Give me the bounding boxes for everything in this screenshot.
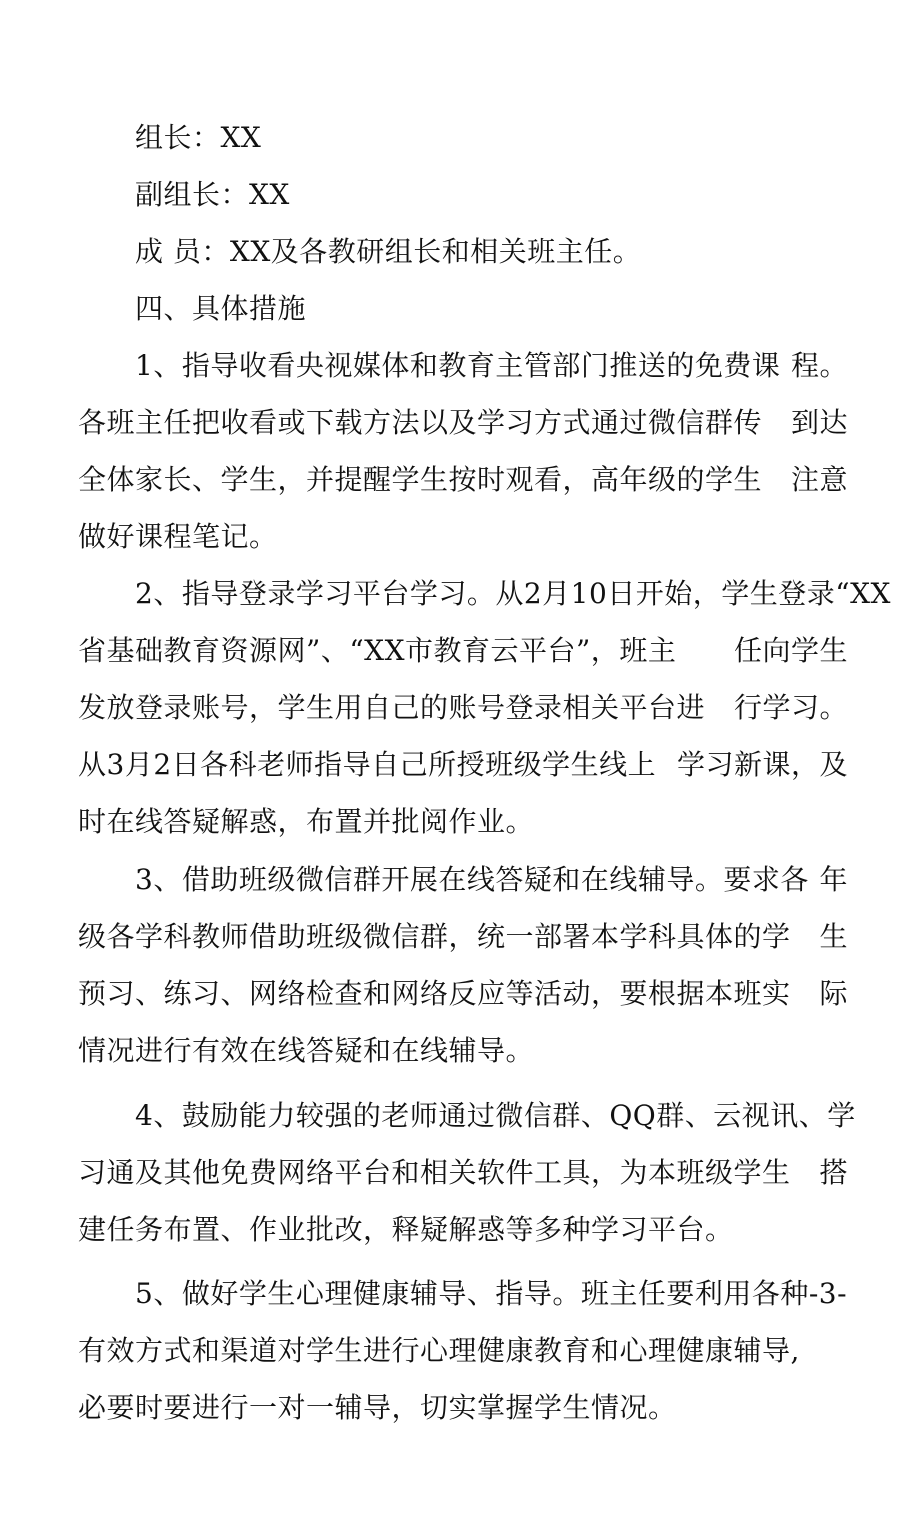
paragraph-2-line-3 (78, 688, 848, 728)
text-span: 成 员：XX及各教研组长和相关班主任。 (135, 235, 642, 268)
text-span: 生 (819, 920, 848, 953)
paragraph-3-line-1 (135, 860, 848, 900)
text-span: 1、指导收看央视媒体和教育主管部门推送的免费课 (135, 349, 781, 382)
paragraph-1-line-4 (78, 517, 848, 557)
text-span: 4、鼓励能力较强的老师通过微信群、QQ群、云视讯、 (135, 1099, 828, 1132)
text-span: 必要时要进行一对一辅导，切实掌握学生情况。 (78, 1391, 677, 1424)
text-span: 程。 (790, 349, 848, 382)
paragraph-5-line-1 (135, 1274, 848, 1314)
text-line-group-leader (135, 118, 848, 158)
text-span: 年 (819, 863, 848, 896)
text-span: 情况进行有效在线答疑和在线辅导。 (78, 1034, 535, 1067)
text-span: 际 (819, 977, 848, 1010)
text-span: 副组长：XX (135, 178, 290, 211)
text-span: 2、指导登录学习平台学习。从2月10日开始，学生登 (135, 577, 807, 610)
paragraph-3-line-3 (78, 974, 848, 1014)
text-span: 3、借助班级微信群开展在线答疑和在线辅导。要求各 (135, 863, 809, 896)
paragraph-3-line-2 (78, 917, 848, 957)
text-span: 有效方式和渠道对学生进行心理健康教育和心理健康辅导, (78, 1334, 800, 1367)
text-span: 建任务布置、作业批改，释疑解惑等多种学习平台。 (78, 1213, 734, 1246)
paragraph-5-line-2 (78, 1331, 848, 1371)
text-span: 任向学生 (733, 634, 848, 667)
paragraph-1-line-1 (135, 346, 848, 386)
paragraph-1-line-2 (78, 403, 848, 443)
paragraph-2-line-5 (78, 802, 848, 842)
text-span: 行学习。 (733, 691, 848, 724)
text-span: 各班主任把收看或下载方法以及学习方式通过微信群传 (78, 406, 763, 439)
text-span: 级各学科教师借助班级微信群，统一部署本学科具体的学 (78, 920, 791, 953)
text-line-deputy-leader (135, 175, 848, 215)
text-span: 到达 (790, 406, 848, 439)
text-span: 省基础教育资源网”、“XX市教育云平台”，班主 (78, 634, 677, 667)
text-span: 注意 (790, 463, 848, 496)
text-span: 学习新课，及 (676, 748, 848, 781)
paragraph-4-line-2 (78, 1153, 848, 1193)
text-span: 习通及其他免费网络平台和相关软件工具，为本班级学生 (78, 1156, 791, 1189)
paragraph-2-line-1 (135, 574, 891, 614)
paragraph-5-line-3 (78, 1388, 848, 1428)
paragraph-2-line-4 (78, 745, 848, 785)
text-span: 5、做好学生心理健康辅导、指导。班主任要利用各种-3- (135, 1277, 848, 1310)
text-span: 学 (827, 1099, 856, 1132)
text-span: 录“XX (806, 577, 891, 610)
paragraph-4-line-1 (135, 1096, 856, 1136)
text-span: 做好课程笔记。 (78, 520, 278, 553)
paragraph-4-line-3 (78, 1210, 848, 1250)
paragraph-1-line-3 (78, 460, 848, 500)
text-span: 预习、练习、网络检查和网络反应等活动，要根据本班实 (78, 977, 791, 1010)
paragraph-3-line-4 (78, 1031, 848, 1071)
text-span: 时在线答疑解惑，布置并批阅作业。 (78, 805, 535, 838)
text-span: 组长：XX (135, 121, 262, 154)
section-heading-measures (135, 289, 848, 329)
section-heading-text: 四、具体措施 (135, 292, 307, 325)
text-span: 发放登录账号，学生用自己的账号登录相关平台进 (78, 691, 706, 724)
text-line-members (135, 232, 848, 272)
paragraph-2-line-2 (78, 631, 848, 671)
text-span: 搭 (819, 1156, 848, 1189)
text-span: 从3月2日各科老师指导自己所授班级学生线上 (78, 748, 657, 781)
text-span: 全体家长、学生，并提醒学生按时观看，高年级的学生 (78, 463, 763, 496)
